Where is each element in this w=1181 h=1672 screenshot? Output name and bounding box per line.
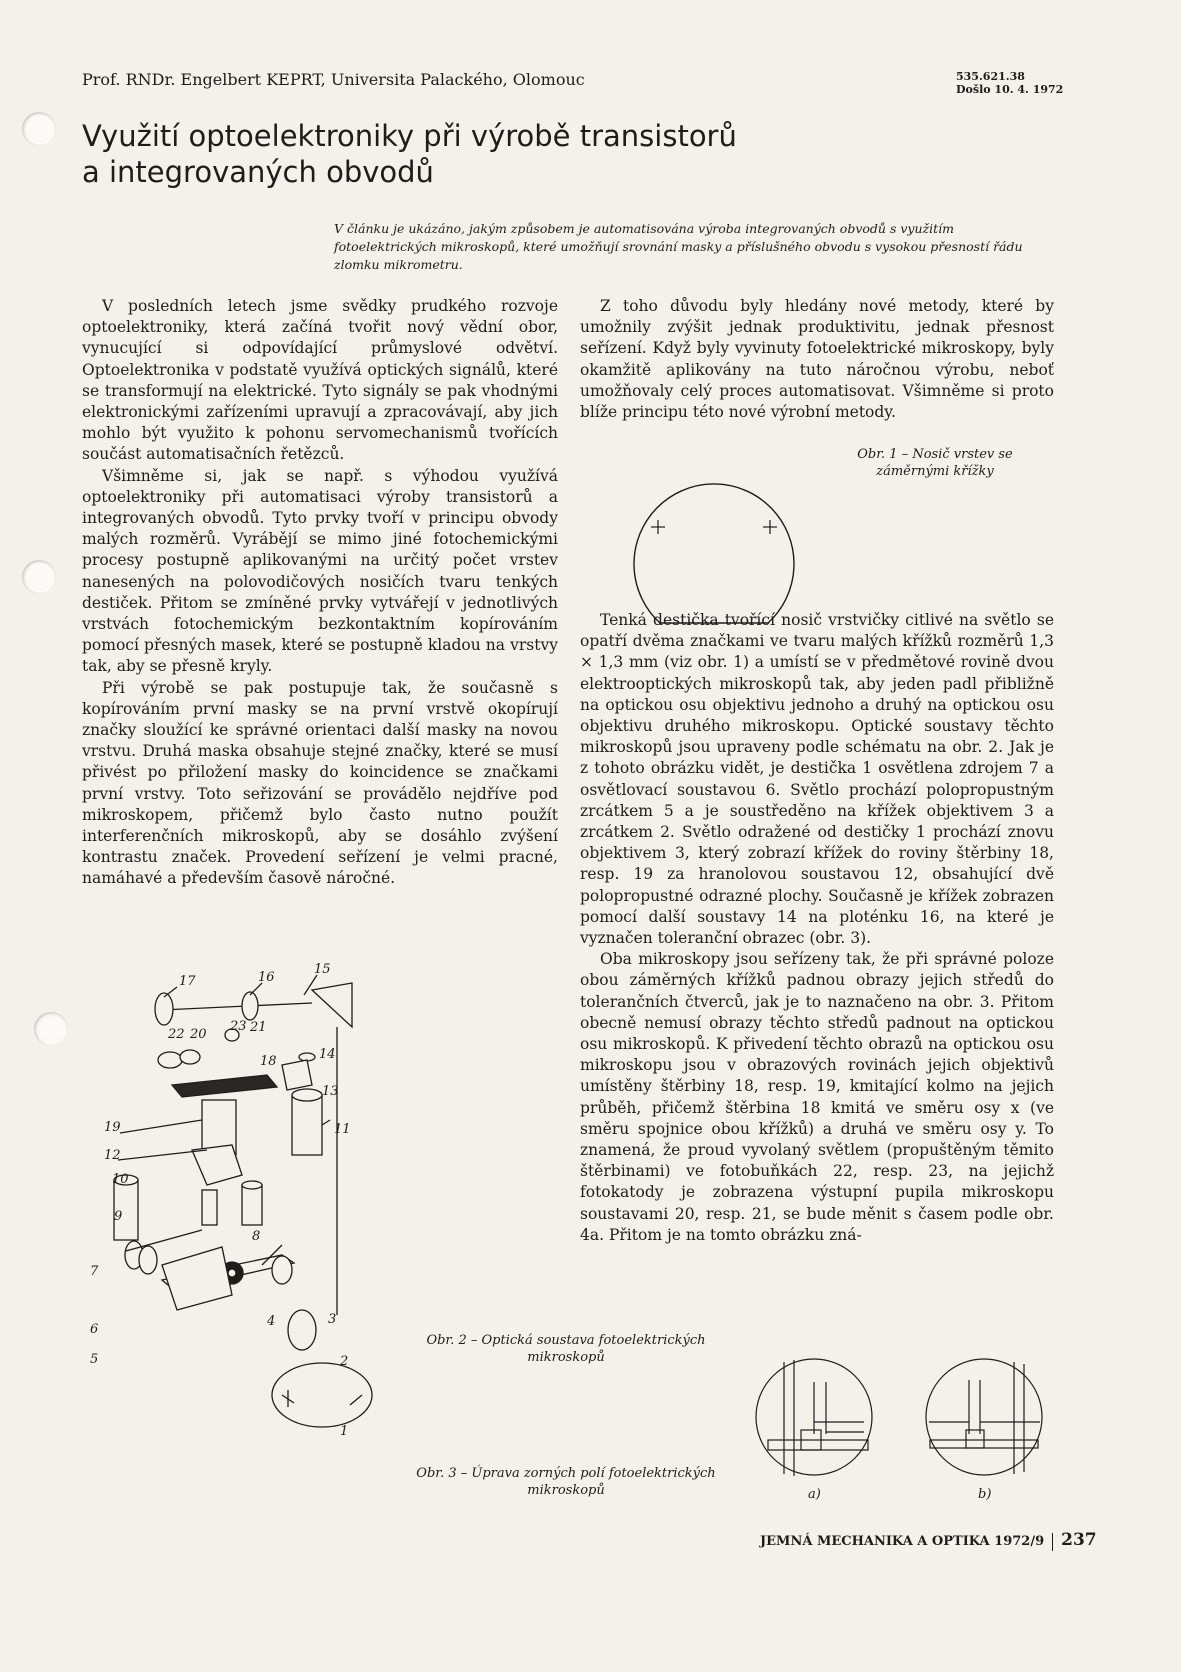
figure-2-label: 10 [112,1172,129,1187]
punch-hole-middle [22,560,56,594]
figure-2-label: 7 [90,1264,99,1279]
figure-3-label-b: b) [978,1487,992,1502]
figure-1-wafer [624,455,804,630]
alignment-cross-left [651,520,665,534]
figure-2-label: 12 [104,1148,121,1163]
figure-2-label: 15 [314,962,331,977]
received-date: Došlo 10. 4. 1972 [956,83,1064,96]
figure-2-label: 13 [322,1084,339,1099]
udc-code: 535.621.38 [956,70,1025,83]
figure-2-label: 4 [267,1314,276,1329]
figure-2-label: 21 [250,1020,267,1035]
figure-2-label: 22 [168,1027,185,1042]
paragraph: Oba mikroskopy jsou seřízeny tak, že při správné poloze obou záměrných křížků padnou obrazy jejich středů do tolerančních čtverců, jak je to naznačeno na obr. 3. Přitom obecně nemusí obrazy těchto středů padnout na optickou osu mikroskopů. K přivedení těchto obrazů na optickou osu mikroskopu jsou v obrazových rovinách jejich objektivů umístěny štěrbiny 18, resp. 19, kmitající kolmo na jejich průběh, přičemž štěrbina 18 kmitá ve směru osy x (ve směru spojnice obou křížků) a druhá ve směru osy y. To znamená, že proud vyvolaný světlem (propuštěným těmito štěrbinami) ve fotobuňkách 22, resp. 23, na jejichž fotokatody je zobrazena výstupní pupila mikroskopu soustavami 20, resp. 21, se bude měnit s časem podle obr. 4a. Přitom je na tomto obrázku zná- [580,950,1054,1244]
alignment-cross-right [763,520,777,534]
figure-3-caption: Obr. 3 – Úprava zorných polí fotoelektrických mikroskopů [416,1466,716,1498]
classification-code [956,70,1063,96]
figure-3-fields-of-view [754,1352,1054,1502]
paragraph: Z toho důvodu byly hledány nové metody, které by umožnily zvýšit jednak produktivitu, jednak přesnost seřízení. Když byly vyvinuty fotoelektrické mikroskopy, byly okamžitě aplikovány na tuto náročnou výrobu, neboť umožňovaly celý proces automatisovat. Všimněme si proto blíže principu této nové výrobní metody. [580,297,1054,422]
footer-divider [1052,1533,1053,1551]
figure-2-label: 20 [190,1027,207,1042]
paragraph: Při výrobě se pak postupuje tak, že současně s kopírováním první masky se na první vrstvě okopírují značky sloužící ke správné orientaci další masky na novou vrstvu. Druhá maska obsahuje stejné značky, které se musí přivést po přiložení masky do koincidence se značkami první vrstvy. Toto seřizování se provádělo nejdříve pod mikroskopem, přičemž bylo často nutno použít interferenčních mikroskopů, aby se dosáhlo zvýšení kontrastu značek. Provedení seřízení je velmi pracné, namáhavé a především časově náročné. [82,678,558,888]
figure-2-label: 23 [230,1019,247,1034]
punch-hole-bottom [34,1012,68,1046]
figure-1-caption: Obr. 1 – Nosič vrstev se záměrnými křížky [857,447,1013,479]
figure-3-label-a: a) [808,1487,821,1502]
article-title [82,118,842,190]
figure-2-label: 1 [340,1424,349,1439]
journal-name: JEMNÁ MECHANIKA A OPTIKA 1972/9 [760,1534,1045,1549]
figure-2-label: 5 [90,1352,99,1367]
title-line-1: Využití optoelektroniky při výrobě transistorů [82,119,737,153]
figure-2-label: 19 [104,1120,121,1135]
paragraph: Tenká destička tvořící nosič vrstvičky citlivé na světlo se opatří dvěma značkami ve tvaru malých křížků rozměrů 1,3 × 1,3 mm (viz obr. 1) a umístí se v předmětové rovině dvou elektrooptických mikroskopů tak, aby jeden padl přibližně na optickou osu objektivu jednoho a druhý na optickou osu objektivu druhého mikroskopu. Optické soustavy těchto mikroskopů jsou upraveny podle schématu na obr. 2. Jak je z tohoto obrázku vidět, je destička 1 osvětlena zdrojem 7 a osvětlovací soustavou 6. Světlo prochází polopropustným zrcátkem 5 a je soustředěno na křížek objektivem 3 a zrcátkem 2. Světlo odražené od destičky 1 prochází znovu objektivem 3, který zobrazí křížek do roviny štěrbiny 18, resp. 19 za hranolovou soustavou 12, obsahující dvě polopropustné odrazné plochy. Současně je křížek zobrazen pomocí další soustavy 14 na ploténku 16, na které je vyznačen toleranční obrazec (obr. 3). [580,611,1054,948]
paragraph: Všimněme si, jak se např. s výhodou využívá optoelektroniky při automatisaci výroby transistorů a integrovaných obvodů. Tyto prvky tvoří v principu obvody malých rozměrů. Vyrábějí se mimo jiné fotochemickými procesy postupně aplikovanými na určitý počet vrstev nanesených na polovodičových nosičích tvaru tenkých destiček. Přitom se zmíněné prvky vytvářejí v jednotlivých vrstvách fotochemickým bezkontaktním kopírováním pomocí přesných masek, které se postupně kladou na vrstvy tak, aby se přesně kryly. [82,466,558,676]
figure-2-label: 16 [258,970,275,985]
page-number: 237 [1061,1530,1097,1550]
abstract: V článku je ukázáno, jakým způsobem je automatisována výroba integrovaných obvodů s využitím fotoelektrických mikroskopů, které umožňují srovnání masky a příslušného obvodu s vysokou přesností řádu zlomku mikrometru. [334,221,1023,272]
figure-2-label: 14 [319,1047,336,1062]
figure-2-label: 3 [328,1312,337,1327]
wafer-outline [634,484,794,623]
right-column-top [580,296,1054,423]
title-line-2: a integrovaných obvodů [82,155,434,189]
paragraph: V posledních letech jsme svědky prudkého rozvoje optoelektroniky, která začíná tvořit nový vědní obor, vynucující si odpovídající průmyslové odvětví. Optoelektronika v podstatě využívá optických signálů, které se transformují na elektrické. Tyto signály se pak vhodnými elektronickými zařízeními upravují a zpracovávají, aby jich mohlo být využito k pohonu servomechanismů tvořících součást automatisačních řetězců. [82,297,558,464]
figure-2-label: 6 [90,1322,99,1337]
figure-2-label: 9 [114,1209,123,1224]
punch-hole-top [22,112,56,146]
page-footer [760,1530,1097,1551]
author-line: Prof. RNDr. Engelbert KEPRT, Universita Palackého, Olomouc [82,70,585,89]
figure-2-label: 17 [179,974,196,989]
figure-2-caption: Obr. 2 – Optická soustava fotoelektrických mikroskopů [426,1333,706,1365]
figure-2-optical-system [82,935,482,1480]
figure-2-label: 18 [260,1054,277,1069]
figure-2-label: 8 [252,1229,261,1244]
figure-2-label: 2 [340,1354,349,1369]
left-column [82,296,558,890]
figure-2-label: 11 [334,1122,351,1137]
right-column-bottom [580,610,1054,1246]
